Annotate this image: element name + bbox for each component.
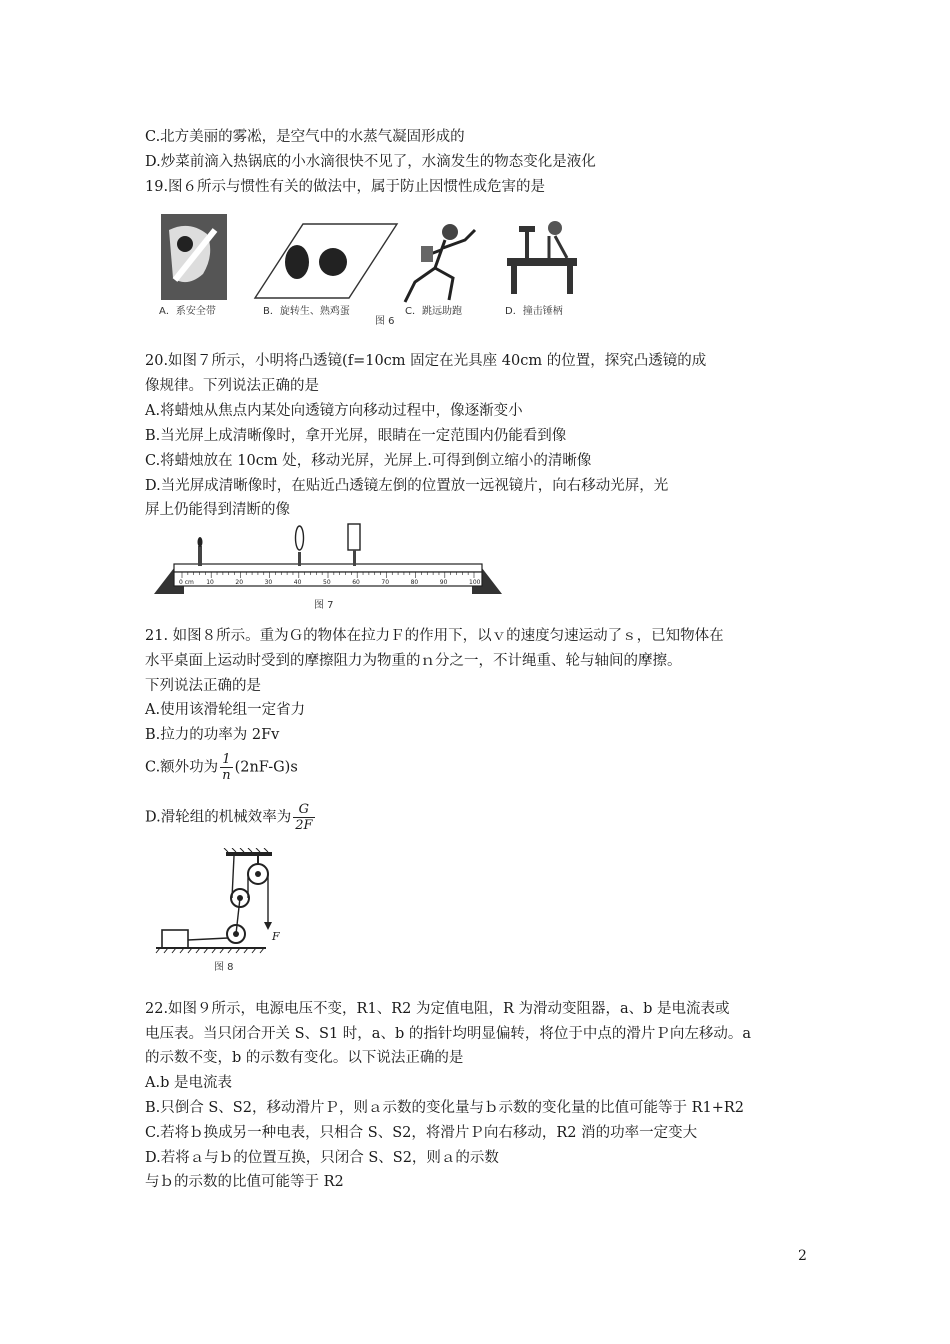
fig6-eggs-image	[255, 224, 397, 298]
option-d-q22-cont: 与ｂ的示数的比值可能等于 R2	[145, 1174, 344, 1190]
option-d-q21-text: D.滑轮组的机械效率为	[145, 809, 292, 826]
fig6-caption-b: B．旋转生、熟鸡蛋	[263, 306, 350, 317]
option-c-q18: C.北方美丽的雾凇，是空气中的水蒸气凝固形成的	[145, 129, 465, 145]
force-arrow	[264, 912, 272, 930]
option-d-q20-cont: 屏上仍能得到清断的像	[145, 502, 290, 518]
question-22-prompt: 的示数不变，b 的示数有变化。以下说法正确的是	[145, 1050, 464, 1066]
scale-tick-label: 20	[235, 579, 244, 586]
question-22: 22.如图９所示，电源电压不变，R1、R2 为定值电阻，R 为滑动变阻器，a、b 是电流表或	[145, 1001, 730, 1017]
question-21: 21. 如图８所示。重为Ｇ的物体在拉力Ｆ的作用下，以ｖ的速度匀速运动了ｓ，已知物体在	[145, 628, 724, 644]
option-c-q21-expr: (2nF-G)s	[234, 759, 298, 776]
fig6-caption-a: A．系安全带	[159, 306, 216, 317]
fig8-label: 图 8	[214, 962, 234, 973]
block-object	[162, 930, 188, 948]
option-b-q22: B.只倒合 S、S2，移动滑片Ｐ，则ａ示数的变化量与ｂ示数的变化量的比值可能等于 R1+R2	[145, 1100, 745, 1116]
option-c-q22: C.若将ｂ换成另一种电表，只相合 S、S2，将滑片Ｐ向右移动，R2 消的功率一定变大	[145, 1125, 698, 1141]
fig6-caption-d: D．撞击锤柄	[505, 306, 563, 317]
page-number: 2	[798, 1248, 807, 1264]
candle	[198, 537, 203, 566]
scale-tick-label: 10	[206, 579, 214, 586]
fig6-runner-image	[405, 224, 475, 302]
fraction-1-over-n: $\frac{1}{n}$	[222, 752, 231, 783]
option-d-q22: D.若将ａ与ｂ的位置互换，只闭合 S、S2，则ａ的示数	[145, 1150, 499, 1166]
option-d-q21	[145, 802, 317, 833]
question-21-cont: 水平桌面上运动时受到的摩擦阻力为物重的ｎ分之一，不计绳重、轮与轴间的摩擦。	[145, 653, 682, 669]
ceiling	[224, 848, 272, 856]
option-a-q22: A.b 是电流表	[145, 1075, 232, 1091]
question-20-cont: 像规律。下列说法正确的是	[145, 378, 319, 394]
option-c-q21-text: C.额外功为	[145, 759, 219, 776]
figure-7	[148, 522, 508, 614]
option-c-q21	[145, 752, 298, 783]
force-label: F	[272, 930, 280, 943]
fig6-label: 图 6	[375, 316, 395, 327]
scale-tick-label: 0 cm	[179, 579, 194, 586]
option-c-q20: C.将蜡烛放在 10cm 处，移动光屏，光屏上.可得到倒立缩小的清晰像	[145, 453, 592, 469]
option-b-q21: B.拉力的功率为 2Fv	[145, 727, 280, 743]
question-19: 19.图６所示与惯性有关的做法中，属于防止因惯性成危害的是	[145, 179, 546, 195]
option-d-q20: D.当光屏成清晰像时，在贴近凸透镜左倒的位置放一远视镜片，向右移动光屏，光	[145, 478, 669, 494]
scale-tick-label: 50	[323, 579, 331, 586]
scale-tick-label: 100	[469, 579, 481, 586]
question-22-cont: 电压表。当只闭合开关 S、S1 时，a、b 的指针均明显偏转，将位于中点的滑片Ｐ向左移动。a	[145, 1026, 751, 1042]
figure-6	[145, 210, 595, 328]
fraction-g-over-2f: $\frac{G}{2F}$	[295, 802, 313, 833]
fig6-hammer-image	[507, 221, 577, 294]
option-a-q21: A.使用该滑轮组一定省力	[145, 702, 306, 718]
convex-lens	[296, 526, 304, 566]
scale-tick-label: 90	[439, 579, 448, 586]
scale-tick-label: 30	[264, 579, 273, 586]
option-a-q20: A.将蜡烛从焦点内某处向透镜方向移动过程中，像逐渐变小	[145, 403, 523, 419]
fixed-pulley	[248, 856, 268, 884]
scale-tick-label: 70	[381, 579, 390, 586]
fig7-label: 图 7	[314, 600, 334, 611]
question-21-prompt: 下列说法正确的是	[145, 678, 261, 694]
figure-8	[148, 848, 298, 976]
fig6-caption-c: C．跳远助跑	[405, 306, 462, 317]
table-surface	[156, 948, 266, 953]
option-b-q20: B.当光屏上成清晰像时，拿开光屏，眼睛在一定范围内仍能看到像	[145, 428, 567, 444]
scale-tick-label: 60	[352, 579, 360, 586]
scale-tick-label: 80	[410, 579, 419, 586]
scale-tick-label: 40	[293, 579, 302, 586]
question-20: 20.如图７所示，小明将凸透镜(f=10cm 固定在光具座 40cm 的位置，探究凸透镜的成	[145, 353, 707, 369]
light-screen	[348, 524, 360, 566]
option-d-q18: D.炒菜前滴入热锅底的小水滴很快不见了，水滴发生的物态变化是液化	[145, 154, 596, 170]
fig6-seatbelt-image	[161, 214, 227, 300]
